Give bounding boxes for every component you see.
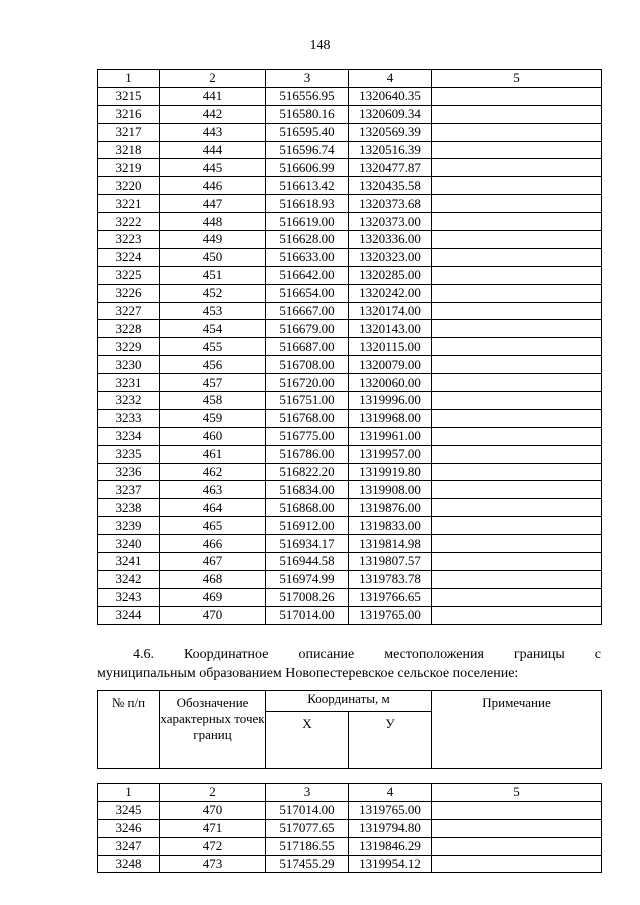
table-cell: 516974.99	[266, 570, 349, 588]
table-cell: 516580.16	[266, 105, 349, 123]
table-cell: 3229	[98, 338, 160, 356]
section-number: 4.6.	[133, 647, 154, 662]
table-row	[98, 141, 602, 159]
table-cell: 1319765.00	[349, 606, 432, 624]
table-cell: 1320373.00	[349, 213, 432, 231]
table-cell: 3218	[98, 141, 160, 159]
table-cell: 3230	[98, 356, 160, 374]
table-cell: 1319846.29	[349, 837, 432, 855]
table-cell: 465	[160, 517, 266, 535]
column-number-cell: 2	[160, 784, 266, 802]
table-cell: 516944.58	[266, 553, 349, 571]
table-cell: 451	[160, 266, 266, 284]
table-cell: 3223	[98, 231, 160, 249]
table-row	[98, 855, 602, 873]
table-cell: 516618.93	[266, 195, 349, 213]
table-cell: 444	[160, 141, 266, 159]
table-cell: 3227	[98, 302, 160, 320]
table-cell: 1320115.00	[349, 338, 432, 356]
col-header-x: X	[266, 712, 349, 769]
table-row	[98, 606, 602, 624]
table-cell: 1320174.00	[349, 302, 432, 320]
table-cell: 516934.17	[266, 535, 349, 553]
page-number: 148	[309, 38, 331, 53]
table-cell	[432, 499, 602, 517]
table-cell: 3237	[98, 481, 160, 499]
table-cell: 1320609.34	[349, 105, 432, 123]
col-header-y: У	[349, 712, 432, 769]
table-cell: 1319957.00	[349, 445, 432, 463]
table-cell: 516775.00	[266, 427, 349, 445]
table-cell: 3248	[98, 855, 160, 873]
table-cell	[432, 463, 602, 481]
table-cell: 3232	[98, 392, 160, 410]
column-number-row	[98, 784, 602, 802]
table-cell: 443	[160, 123, 266, 141]
table-cell: 441	[160, 87, 266, 105]
table-cell: 1320143.00	[349, 320, 432, 338]
table-cell	[432, 284, 602, 302]
section-text	[97, 645, 601, 683]
table-cell	[432, 338, 602, 356]
table-cell: 456	[160, 356, 266, 374]
table-cell	[432, 87, 602, 105]
table-cell: 1319996.00	[349, 392, 432, 410]
table-cell: 516633.00	[266, 248, 349, 266]
section-line-1	[97, 645, 601, 664]
table-cell: 1319783.78	[349, 570, 432, 588]
table-cell	[432, 248, 602, 266]
section-word: Координатное	[184, 647, 269, 662]
table-cell	[432, 517, 602, 535]
column-number-row	[98, 70, 602, 88]
table-cell: 1320373.68	[349, 195, 432, 213]
table-cell: 516708.00	[266, 356, 349, 374]
table-cell: 516619.00	[266, 213, 349, 231]
table-cell: 1320242.00	[349, 284, 432, 302]
column-number-cell: 1	[98, 70, 160, 88]
column-number-cell: 2	[160, 70, 266, 88]
table-cell: 3236	[98, 463, 160, 481]
column-number-cell: 3	[266, 70, 349, 88]
table-cell: 1320640.35	[349, 87, 432, 105]
table-row	[98, 499, 602, 517]
table-cell: 3244	[98, 606, 160, 624]
table-cell: 1319876.00	[349, 499, 432, 517]
table-row	[98, 392, 602, 410]
table-cell: 453	[160, 302, 266, 320]
table-row	[98, 463, 602, 481]
table-cell: 445	[160, 159, 266, 177]
table-cell: 516687.00	[266, 338, 349, 356]
table-cell: 1319961.00	[349, 427, 432, 445]
table-cell: 3234	[98, 427, 160, 445]
table-cell: 454	[160, 320, 266, 338]
coordinates-table-1	[97, 69, 602, 625]
table-cell: 3235	[98, 445, 160, 463]
col-header-designation: Обозначение характерных точек границ	[160, 691, 266, 769]
table-cell	[432, 374, 602, 392]
table-cell: 516751.00	[266, 392, 349, 410]
table-row	[98, 123, 602, 141]
section-word: границы	[513, 647, 565, 662]
table-cell: 516868.00	[266, 499, 349, 517]
table-cell: 1320285.00	[349, 266, 432, 284]
table-cell	[432, 302, 602, 320]
table-cell: 1319807.57	[349, 553, 432, 571]
table-cell: 446	[160, 177, 266, 195]
table-cell	[432, 105, 602, 123]
table-row	[98, 481, 602, 499]
table-cell: 1319954.12	[349, 855, 432, 873]
table-cell	[432, 445, 602, 463]
table-row	[98, 195, 602, 213]
table-cell: 457	[160, 374, 266, 392]
table-cell: 450	[160, 248, 266, 266]
table-row	[98, 801, 602, 819]
table-cell	[432, 535, 602, 553]
table-cell	[432, 427, 602, 445]
table-cell: 1320477.87	[349, 159, 432, 177]
table-cell: 466	[160, 535, 266, 553]
table-cell: 455	[160, 338, 266, 356]
table-cell	[432, 553, 602, 571]
table-row	[98, 356, 602, 374]
table-cell: 3220	[98, 177, 160, 195]
table-cell: 3216	[98, 105, 160, 123]
table-cell: 1319814.98	[349, 535, 432, 553]
table-cell: 3217	[98, 123, 160, 141]
col-header-np: № п/п	[98, 691, 160, 769]
table-cell: 452	[160, 284, 266, 302]
table-row	[98, 320, 602, 338]
column-number-cell: 4	[349, 784, 432, 802]
table-cell: 468	[160, 570, 266, 588]
table-cell: 517014.00	[266, 606, 349, 624]
column-number-cell: 3	[266, 784, 349, 802]
table-row	[98, 231, 602, 249]
table-cell: 516642.00	[266, 266, 349, 284]
column-number-cell: 5	[432, 784, 602, 802]
table-cell: 471	[160, 819, 266, 837]
table-cell: 472	[160, 837, 266, 855]
table-cell: 517077.65	[266, 819, 349, 837]
table-cell: 1319968.00	[349, 409, 432, 427]
table-row	[98, 105, 602, 123]
table-cell: 3222	[98, 213, 160, 231]
section-line-2: муниципальным образованием Новопестеревское сельское поселение:	[97, 666, 519, 681]
table-row	[98, 588, 602, 606]
table-cell: 1319833.00	[349, 517, 432, 535]
table-cell: 516596.74	[266, 141, 349, 159]
table-cell: 1320323.00	[349, 248, 432, 266]
table-cell: 3241	[98, 553, 160, 571]
table-cell	[432, 855, 602, 873]
table-cell: 517186.55	[266, 837, 349, 855]
table-row	[98, 248, 602, 266]
table-cell: 3228	[98, 320, 160, 338]
table-cell: 516606.99	[266, 159, 349, 177]
table-cell	[432, 409, 602, 427]
table-cell: 3219	[98, 159, 160, 177]
table-cell	[432, 266, 602, 284]
table-cell	[432, 801, 602, 819]
table-cell: 1319919.80	[349, 463, 432, 481]
table-row	[98, 213, 602, 231]
table-row	[98, 374, 602, 392]
table-cell: 517008.26	[266, 588, 349, 606]
table-cell: 516834.00	[266, 481, 349, 499]
table-cell: 516556.95	[266, 87, 349, 105]
table-cell: 517014.00	[266, 801, 349, 819]
section-word: местоположения	[384, 647, 484, 662]
table-cell: 516654.00	[266, 284, 349, 302]
table-cell: 1320516.39	[349, 141, 432, 159]
table-cell: 1320060.00	[349, 374, 432, 392]
coordinates-table-2	[97, 783, 602, 873]
table-cell: 3239	[98, 517, 160, 535]
table-cell: 3233	[98, 409, 160, 427]
table-cell	[432, 320, 602, 338]
table-cell: 458	[160, 392, 266, 410]
table-cell: 1320569.39	[349, 123, 432, 141]
table-cell: 3246	[98, 819, 160, 837]
column-number-cell: 1	[98, 784, 160, 802]
table-cell: 3242	[98, 570, 160, 588]
table-row	[98, 819, 602, 837]
coordinates-table-2-header	[97, 690, 602, 769]
table-cell	[432, 159, 602, 177]
table-cell: 3238	[98, 499, 160, 517]
table-cell: 3225	[98, 266, 160, 284]
section-word: описание	[298, 647, 355, 662]
table-cell: 470	[160, 801, 266, 819]
table-cell	[432, 606, 602, 624]
table-cell: 516720.00	[266, 374, 349, 392]
table-row	[98, 570, 602, 588]
table-cell: 3221	[98, 195, 160, 213]
table-cell	[432, 481, 602, 499]
table-row	[98, 535, 602, 553]
column-number-cell: 5	[432, 70, 602, 88]
table-cell: 3224	[98, 248, 160, 266]
table-cell	[432, 141, 602, 159]
table-cell	[432, 837, 602, 855]
table-cell: 470	[160, 606, 266, 624]
table-cell: 1319794.80	[349, 819, 432, 837]
table-cell	[432, 356, 602, 374]
table-cell	[432, 819, 602, 837]
table-row	[98, 284, 602, 302]
table-row	[98, 409, 602, 427]
table-cell: 3240	[98, 535, 160, 553]
table-cell	[432, 392, 602, 410]
table-cell: 516667.00	[266, 302, 349, 320]
table-cell: 464	[160, 499, 266, 517]
table-row	[98, 87, 602, 105]
table-row	[98, 445, 602, 463]
table-row	[98, 553, 602, 571]
table-cell: 459	[160, 409, 266, 427]
table-cell: 461	[160, 445, 266, 463]
table-cell	[432, 195, 602, 213]
table-cell: 516628.00	[266, 231, 349, 249]
section-word: с	[594, 647, 601, 662]
table-cell: 449	[160, 231, 266, 249]
table-cell	[432, 231, 602, 249]
table-row	[98, 266, 602, 284]
table-row	[98, 177, 602, 195]
table-cell: 3243	[98, 588, 160, 606]
table-row	[98, 837, 602, 855]
table-cell: 516822.20	[266, 463, 349, 481]
table-cell: 462	[160, 463, 266, 481]
table-cell: 3247	[98, 837, 160, 855]
table-cell: 516786.00	[266, 445, 349, 463]
table-cell: 3215	[98, 87, 160, 105]
table-row	[98, 338, 602, 356]
table-cell: 516768.00	[266, 409, 349, 427]
table-cell: 3226	[98, 284, 160, 302]
table-cell: 463	[160, 481, 266, 499]
table-cell	[432, 213, 602, 231]
table-cell: 3245	[98, 801, 160, 819]
table-cell: 442	[160, 105, 266, 123]
table-row	[98, 517, 602, 535]
table-cell: 448	[160, 213, 266, 231]
table-cell: 516613.42	[266, 177, 349, 195]
table-cell: 473	[160, 855, 266, 873]
table-cell	[432, 123, 602, 141]
table-cell: 516912.00	[266, 517, 349, 535]
table-cell	[432, 588, 602, 606]
table-cell: 516595.40	[266, 123, 349, 141]
table-cell: 517455.29	[266, 855, 349, 873]
table-row	[98, 427, 602, 445]
table-cell: 1319765.00	[349, 801, 432, 819]
col-header-coordinates: Координаты, м	[266, 691, 432, 712]
column-number-cell: 4	[349, 70, 432, 88]
table-cell	[432, 177, 602, 195]
table-row	[98, 302, 602, 320]
table-cell: 1319766.65	[349, 588, 432, 606]
table-cell: 1320079.00	[349, 356, 432, 374]
table-cell	[432, 570, 602, 588]
table-cell: 1320435.58	[349, 177, 432, 195]
table-cell: 467	[160, 553, 266, 571]
table-cell: 447	[160, 195, 266, 213]
table-cell: 460	[160, 427, 266, 445]
table-cell: 469	[160, 588, 266, 606]
table-cell: 3231	[98, 374, 160, 392]
col-header-note: Примечание	[432, 691, 602, 769]
table-cell: 1319908.00	[349, 481, 432, 499]
table-cell: 1320336.00	[349, 231, 432, 249]
table-cell: 516679.00	[266, 320, 349, 338]
table-row	[98, 159, 602, 177]
